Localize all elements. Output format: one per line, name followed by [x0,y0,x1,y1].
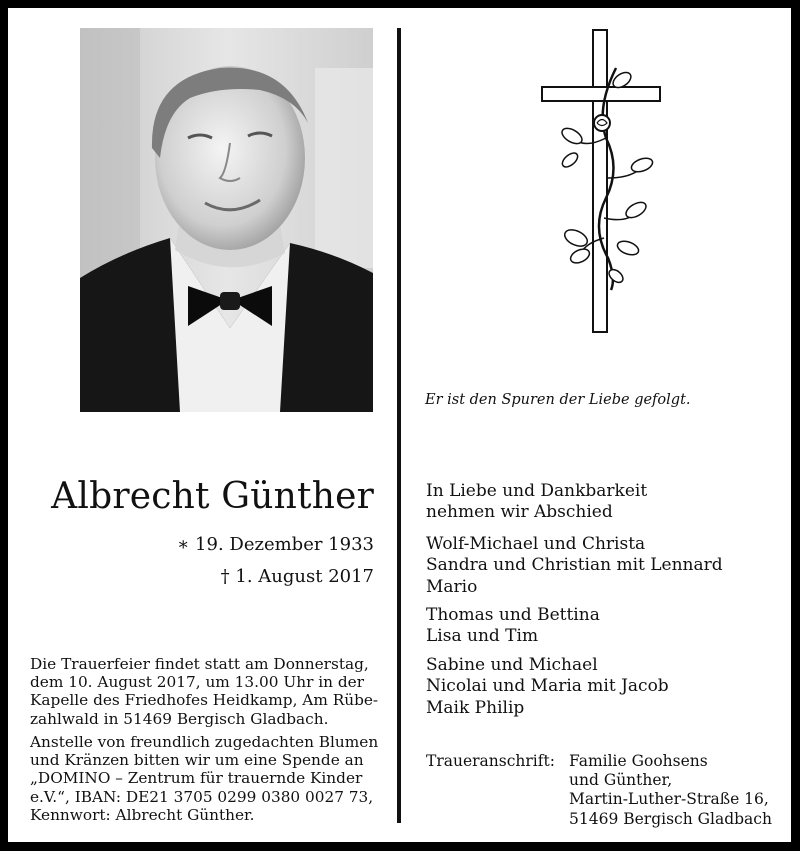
motto: Er ist den Spuren der Liebe gefolgt. [425,392,691,408]
column-divider [397,28,401,823]
obituary-card [8,8,791,842]
donation-line: und Kränzen bitten wir um eine Spende an [30,751,364,770]
mourning-address [569,752,772,829]
deceased-name: Albrecht Günther [51,476,374,517]
family-line: Sabine und Michael [426,655,598,675]
family-group [426,534,723,598]
family-line: Mario [426,576,478,597]
donation-notice [30,733,379,824]
address-line: 51469 Bergisch Gladbach [569,809,772,828]
family-line: Lisa und Tim [426,626,539,647]
family-line: Wolf-Michael und Christa [426,534,646,554]
family-line: Maik Philip [426,697,525,718]
family-group [426,655,669,719]
donation-line: e.V.“, IBAN: DE21 3705 0299 0380 0027 73, [30,787,374,806]
ceremony-line: Die Trauerfeier findet statt am Donnerstag, [30,655,369,673]
ceremony-line: zahlwald in 51469 Bergisch Gladbach. [30,709,329,728]
birth-date: ∗ 19. Dezember 1933 [177,534,374,555]
donation-line: „DOMINO – Zentrum für trauernde Kinder [30,769,363,788]
address-line: Familie Goohsens [569,752,708,770]
family-line: Thomas und Bettina [426,605,600,625]
donation-line: Kennwort: Albrecht Günther. [30,805,255,824]
address-line: Martin-Luther-Straße 16, [569,790,769,809]
farewell-line: In Liebe und Dankbarkeit [426,481,648,501]
donation-line: Anstelle von freundlich zugedachten Blumen [30,733,379,751]
family-line: Sandra und Christian mit Lennard [426,555,723,576]
ceremony-line: dem 10. August 2017, um 13.00 Uhr in der [30,673,365,692]
family-group [426,605,600,648]
portrait-photo [80,28,373,412]
death-date: † 1. August 2017 [220,566,374,587]
ceremony-notice [30,655,379,728]
ceremony-line: Kapelle des Friedhofes Heidkamp, Am Rübe- [30,691,379,710]
family-line: Nicolai und Maria mit Jacob [426,676,669,697]
address-line: und Günther, [569,771,673,790]
farewell-text [426,481,647,524]
cross-rose-icon [536,28,666,340]
address-label: Traueranschrift: [426,752,555,770]
farewell-line: nehmen wir Abschied [426,502,613,523]
